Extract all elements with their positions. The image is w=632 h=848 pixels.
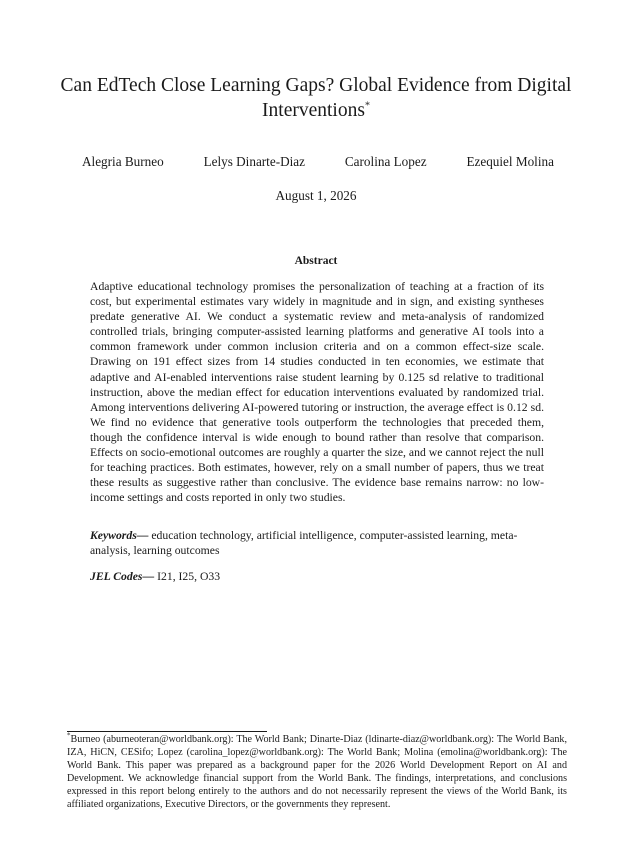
author-name: Carolina Lopez	[344, 154, 427, 169]
author-name: Ezequiel Molina	[466, 154, 554, 169]
paper-title	[60, 73, 572, 123]
jel-text: I21, I25, O33	[157, 570, 221, 583]
title-text: Can EdTech Close Learning Gaps? Global Evidence from Digital Interventions	[60, 75, 572, 121]
jel-codes	[90, 569, 550, 584]
footnote	[67, 731, 567, 811]
author-list	[82, 154, 554, 170]
footnote-text: Burneo (aburneoteran@worldbank.org): The World Bank; Dinarte-Diaz (ldinarte-diaz@worldbank.org): The World Bank, IZA, HiCN, CESifo; Lopez (carolina_lopez@worldbank.org): The World Bank; Molina (emolina@worldbank.org): The World Bank. This paper was prepared as a background paper for the 2026 World Development Report on AI and Development. We acknowledge financial support from the World Bank. The findings, interpretations, and conclusions expressed in this report belong entirely to the authors and do not necessarily represent the views of the World Bank, its affiliated organizations, Executive Directors, or the governments they represent.	[67, 734, 567, 810]
keywords	[90, 528, 550, 559]
footnote-marker: *	[67, 731, 71, 740]
author-name: Alegria Burneo	[82, 154, 164, 169]
footnote-divider	[67, 731, 267, 732]
author-name: Lelys Dinarte-Diaz	[203, 154, 305, 169]
paper-date: August 1, 2026	[275, 188, 357, 203]
keywords-text: education technology, artificial intelligence, computer-assisted learning, meta-analysis, learning outcomes	[90, 529, 518, 558]
abstract-text: Adaptive educational technology promises the personalization of teaching at a fraction of its cost, but experimental estimates vary widely in magnitude and in sign, and existing syntheses predate generative AI. We conduct a systematic review and meta-analysis of randomized controlled trials, bringing computer-assisted learning platforms and generative AI tools into a common framework under common inclusion criteria and on a common effect-size scale. Drawing on 191 effect sizes from 14 studies conducted in ten economies, we estimate that adaptive and AI-enabled interventions raise student learning by 0.125 sd relative to traditional instruction, above the median effect for education interventions evaluated by randomized trial. Among interventions delivering AI-powered tutoring or instruction, the average effect is 0.12 sd. We find no evidence that generative tools outperform the technologies that preceded them, though the confidence interval is wide enough to bound rather than resolve that comparison. Effects on socio-emotional outcomes are roughly a quarter the size, and we cannot reject the null for teaching practices. Both estimates, however, rely on a small number of papers, thus we treat these results as suggestive rather than conclusive. The evidence base remains narrow: no low-income settings and costs reported in only two studies.	[90, 280, 544, 505]
abstract-heading: Abstract	[294, 255, 338, 267]
keywords-label: Keywords—	[90, 529, 149, 542]
title-footnote-marker: *	[364, 100, 370, 112]
abstract-body	[90, 279, 544, 505]
jel-label: JEL Codes—	[90, 570, 155, 583]
